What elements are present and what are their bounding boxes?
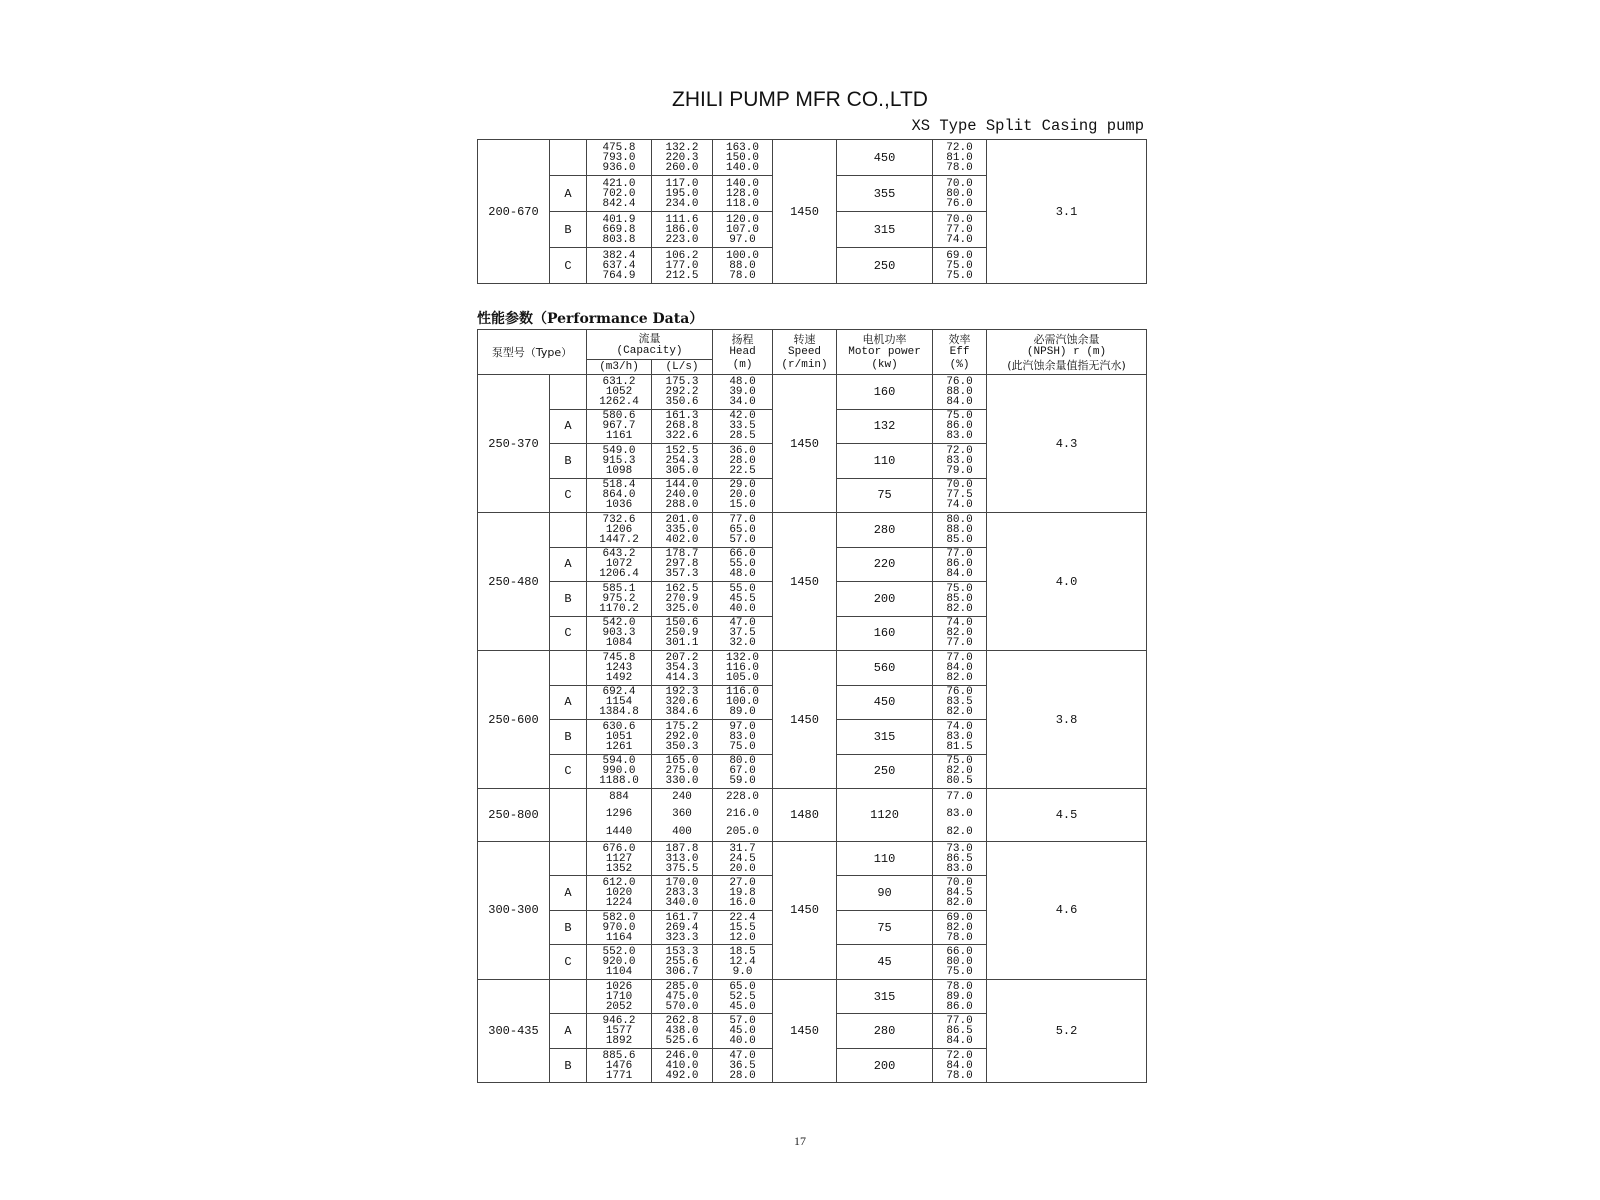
page-number: 17 [794,1134,806,1148]
efficiency-cell: 77.0 84.0 82.0 [933,651,987,686]
impeller-variant-cell [550,375,587,410]
motor-power-cell: 110 [837,444,933,479]
motor-power-cell: 315 [837,720,933,755]
capacity-ls-cell: 187.8 313.0 375.5 [652,841,713,876]
efficiency-cell: 80.0 88.0 85.0 [933,513,987,548]
efficiency-cell: 70.0 77.0 74.0 [933,212,987,248]
efficiency-cell: 78.0 89.0 86.0 [933,979,987,1014]
performance-data-table [477,329,1147,1083]
motor-power-cell: 220 [837,547,933,582]
pump-variant-row [478,375,1147,410]
capacity-m3h-cell: 585.1 975.2 1170.2 [587,582,652,617]
impeller-variant-cell: A [550,547,587,582]
head-cell: 132.0 116.0 105.0 [713,651,773,686]
motor-power-cell: 250 [837,754,933,789]
capacity-m3h-cell: 676.0 1127 1352 [587,841,652,876]
capacity-m3h-cell: 382.4 637.4 764.9 [587,248,652,284]
head-cell: 120.0 107.0 97.0 [713,212,773,248]
capacity-m3h-cell: 630.6 1051 1261 [587,720,652,755]
efficiency-cell: 76.0 88.0 84.0 [933,375,987,410]
capacity-m3h-cell: 518.4 864.0 1036 [587,478,652,513]
npsh-cell: 3.8 [987,651,1147,789]
efficiency-cell: 74.0 83.0 81.5 [933,720,987,755]
header-row-top [478,330,1147,360]
motor-power-cell: 280 [837,1014,933,1049]
capacity-m3h-cell: 1026 1710 2052 [587,979,652,1014]
capacity-ls-cell: 153.3 255.6 306.7 [652,945,713,980]
capacity-ls-cell: 207.2 354.3 414.3 [652,651,713,686]
motor-power-cell: 75 [837,910,933,945]
impeller-variant-cell: A [550,409,587,444]
efficiency-cell: 69.0 82.0 78.0 [933,910,987,945]
capacity-m3h-cell: 732.6 1206 1447.2 [587,513,652,548]
head-cell: 22.4 15.5 12.0 [713,910,773,945]
motor-power-cell: 90 [837,876,933,911]
type-header: 泵型号（Type） [478,330,587,375]
motor-power-cell: 1120 [837,789,933,842]
head-cell: 27.0 19.8 16.0 [713,876,773,911]
efficiency-cell: 74.0 82.0 77.0 [933,616,987,651]
efficiency-cell: 77.0 83.0 82.0 [933,789,987,842]
capacity-ls-cell: 152.5 254.3 305.0 [652,444,713,479]
speed-cell: 1450 [773,841,837,979]
speed-cell: 1450 [773,375,837,513]
impeller-variant-cell: A [550,1014,587,1049]
head-cell: 47.0 36.5 28.0 [713,1048,773,1083]
impeller-variant-cell: C [550,754,587,789]
impeller-variant-cell: A [550,176,587,212]
pump-variant-row [478,651,1147,686]
impeller-variant-cell [550,513,587,548]
capacity-ls-cell: 106.2 177.0 212.5 [652,248,713,284]
motor-power-cell: 315 [837,979,933,1014]
npsh-cell: 5.2 [987,979,1147,1083]
capacity-m3h-cell: 643.2 1072 1206.4 [587,547,652,582]
capacity-ls-cell: 175.3 292.2 350.6 [652,375,713,410]
impeller-variant-cell: B [550,582,587,617]
efficiency-cell: 70.0 77.5 74.0 [933,478,987,513]
capacity-ls-cell: 144.0 240.0 288.0 [652,478,713,513]
impeller-variant-cell: A [550,876,587,911]
impeller-variant-cell: A [550,685,587,720]
document-subtitle: XS Type Split Casing pump [911,117,1144,135]
npsh-cell: 4.5 [987,789,1147,842]
impeller-variant-cell: C [550,616,587,651]
impeller-variant-cell [550,651,587,686]
efficiency-cell: 66.0 80.0 75.0 [933,945,987,980]
capacity-ls-header: (L/s) [652,360,713,375]
motor-power-cell: 45 [837,945,933,980]
impeller-variant-cell [550,140,587,176]
capacity-ls-cell: 178.7 297.8 357.3 [652,547,713,582]
impeller-variant-cell: B [550,444,587,479]
head-cell: 163.0 150.0 140.0 [713,140,773,176]
pump-type-cell: 300-300 [478,841,550,979]
capacity-ls-cell: 192.3 320.6 384.6 [652,685,713,720]
efficiency-cell: 72.0 81.0 78.0 [933,140,987,176]
motor-power-cell: 160 [837,616,933,651]
head-cell: 80.0 67.0 59.0 [713,754,773,789]
efficiency-cell: 72.0 84.0 78.0 [933,1048,987,1083]
efficiency-cell: 76.0 83.5 82.0 [933,685,987,720]
impeller-variant-cell: C [550,478,587,513]
npsh-cell: 4.0 [987,513,1147,651]
company-name: ZHILI PUMP MFR CO.,LTD [672,88,928,111]
motor-power-cell: 132 [837,409,933,444]
motor-power-cell: 450 [837,140,933,176]
capacity-ls-cell: 161.7 269.4 323.3 [652,910,713,945]
impeller-variant-cell [550,841,587,876]
speed-cell: 1480 [773,789,837,842]
head-cell: 29.0 20.0 15.0 [713,478,773,513]
efficiency-header: 效率 Eff (%) [933,330,987,375]
section-title: 性能参数（Performance Data） [477,311,704,327]
impeller-variant-cell: C [550,248,587,284]
pump-type-cell: 200-670 [478,140,550,284]
impeller-variant-cell: B [550,1048,587,1083]
capacity-m3h-cell: 421.0 702.0 842.4 [587,176,652,212]
pump-variant-row [478,513,1147,548]
capacity-m3h-cell: 475.8 793.0 936.0 [587,140,652,176]
capacity-ls-cell: 240 360 400 [652,789,713,842]
efficiency-cell: 70.0 80.0 76.0 [933,176,987,212]
capacity-m3h-cell: 745.8 1243 1492 [587,651,652,686]
capacity-ls-cell: 175.2 292.0 350.3 [652,720,713,755]
impeller-variant-cell: C [550,945,587,980]
head-cell: 228.0 216.0 205.0 [713,789,773,842]
impeller-variant-cell: B [550,720,587,755]
capacity-ls-cell: 111.6 186.0 223.0 [652,212,713,248]
motor-power-cell: 450 [837,685,933,720]
capacity-m3h-cell: 631.2 1052 1262.4 [587,375,652,410]
npsh-cell: 4.3 [987,375,1147,513]
pump-type-cell: 250-600 [478,651,550,789]
capacity-m3h-cell: 885.6 1476 1771 [587,1048,652,1083]
pump-variant-row [478,979,1147,1014]
npsh-header: 必需汽蚀余量 (NPSH) r (m) (此汽蚀余量值指无汽水) [987,330,1147,375]
speed-header: 转速 Speed (r/min) [773,330,837,375]
pump-type-cell: 250-370 [478,375,550,513]
head-cell: 42.0 33.5 28.5 [713,409,773,444]
capacity-ls-cell: 246.0 410.0 492.0 [652,1048,713,1083]
efficiency-cell: 69.0 75.0 75.0 [933,248,987,284]
head-cell: 55.0 45.5 40.0 [713,582,773,617]
npsh-cell: 4.6 [987,841,1147,979]
npsh-cell: 3.1 [987,140,1147,284]
head-cell: 48.0 39.0 34.0 [713,375,773,410]
head-cell: 116.0 100.0 89.0 [713,685,773,720]
capacity-m3h-cell: 580.6 967.7 1161 [587,409,652,444]
impeller-variant-cell [550,789,587,842]
impeller-variant-cell: B [550,212,587,248]
head-header: 扬程 Head (m) [713,330,773,375]
pump-variant-row [478,140,1147,176]
speed-cell: 1450 [773,513,837,651]
power-header: 电机功率 Motor power (kw) [837,330,933,375]
head-cell: 47.0 37.5 32.0 [713,616,773,651]
efficiency-cell: 75.0 86.0 83.0 [933,409,987,444]
head-cell: 140.0 128.0 118.0 [713,176,773,212]
head-cell: 65.0 52.5 45.0 [713,979,773,1014]
head-cell: 97.0 83.0 75.0 [713,720,773,755]
head-cell: 57.0 45.0 40.0 [713,1014,773,1049]
pump-type-cell: 250-800 [478,789,550,842]
pump-type-cell: 250-480 [478,513,550,651]
capacity-m3h-cell: 552.0 920.0 1104 [587,945,652,980]
motor-power-cell: 110 [837,841,933,876]
motor-power-cell: 200 [837,1048,933,1083]
capacity-m3h-cell: 884 1296 1440 [587,789,652,842]
motor-power-cell: 200 [837,582,933,617]
capacity-ls-cell: 161.3 268.8 322.6 [652,409,713,444]
efficiency-cell: 77.0 86.5 84.0 [933,1014,987,1049]
capacity-m3h-cell: 594.0 990.0 1188.0 [587,754,652,789]
speed-cell: 1450 [773,651,837,789]
capacity-m3h-cell: 582.0 970.0 1164 [587,910,652,945]
capacity-ls-cell: 150.6 250.9 301.1 [652,616,713,651]
capacity-ls-cell: 165.0 275.0 330.0 [652,754,713,789]
impeller-variant-cell: B [550,910,587,945]
motor-power-cell: 160 [837,375,933,410]
capacity-ls-cell: 117.0 195.0 234.0 [652,176,713,212]
motor-power-cell: 250 [837,248,933,284]
capacity-m3h-cell: 692.4 1154 1384.8 [587,685,652,720]
capacity-m3h-cell: 612.0 1020 1224 [587,876,652,911]
efficiency-cell: 70.0 84.5 82.0 [933,876,987,911]
motor-power-cell: 280 [837,513,933,548]
efficiency-cell: 77.0 86.0 84.0 [933,547,987,582]
capacity-m3h-cell: 542.0 903.3 1084 [587,616,652,651]
motor-power-cell: 315 [837,212,933,248]
head-cell: 100.0 88.0 78.0 [713,248,773,284]
head-cell: 18.5 12.4 9.0 [713,945,773,980]
capacity-ls-cell: 132.2 220.3 260.0 [652,140,713,176]
speed-cell: 1450 [773,140,837,284]
speed-cell: 1450 [773,979,837,1083]
head-cell: 31.7 24.5 20.0 [713,841,773,876]
efficiency-cell: 72.0 83.0 79.0 [933,444,987,479]
top-performance-table [477,139,1147,284]
head-cell: 66.0 55.0 48.0 [713,547,773,582]
capacity-m3h-header: (m3/h) [587,360,652,375]
capacity-m3h-cell: 401.9 669.8 803.8 [587,212,652,248]
head-cell: 77.0 65.0 57.0 [713,513,773,548]
capacity-m3h-cell: 946.2 1577 1892 [587,1014,652,1049]
capacity-ls-cell: 201.0 335.0 402.0 [652,513,713,548]
efficiency-cell: 75.0 85.0 82.0 [933,582,987,617]
motor-power-cell: 75 [837,478,933,513]
impeller-variant-cell [550,979,587,1014]
pump-variant-row [478,789,1147,842]
head-cell: 36.0 28.0 22.5 [713,444,773,479]
capacity-ls-cell: 285.0 475.0 570.0 [652,979,713,1014]
efficiency-cell: 73.0 86.5 83.0 [933,841,987,876]
capacity-m3h-cell: 549.0 915.3 1098 [587,444,652,479]
capacity-ls-cell: 262.8 438.0 525.6 [652,1014,713,1049]
capacity-ls-cell: 170.0 283.3 340.0 [652,876,713,911]
capacity-ls-cell: 162.5 270.9 325.0 [652,582,713,617]
capacity-header: 流量 (Capacity) [587,330,713,360]
pump-type-cell: 300-435 [478,979,550,1083]
motor-power-cell: 560 [837,651,933,686]
motor-power-cell: 355 [837,176,933,212]
efficiency-cell: 75.0 82.0 80.5 [933,754,987,789]
pump-variant-row [478,841,1147,876]
